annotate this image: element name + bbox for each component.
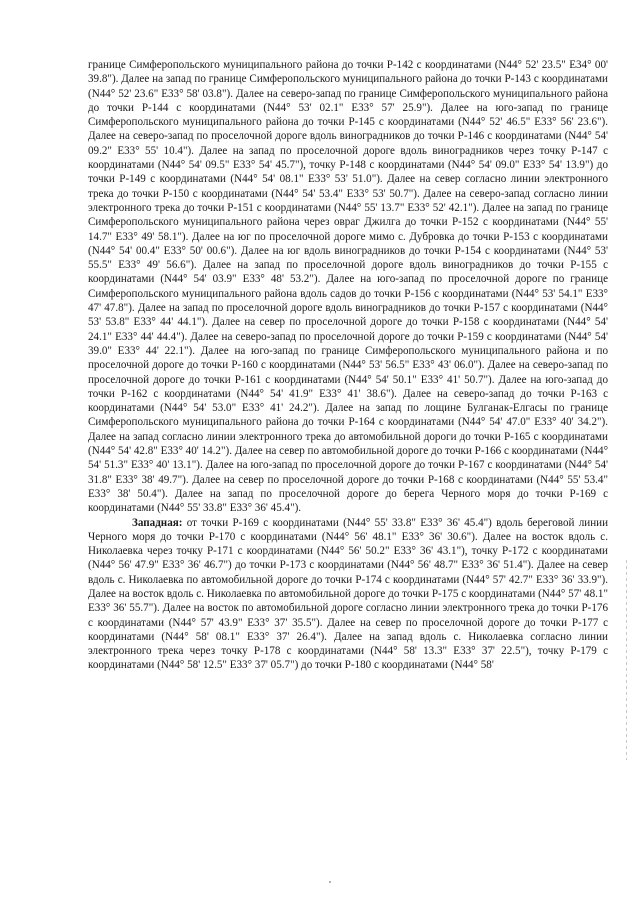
paragraph-east-boundary: границе Симферопольского муниципального района до точки Р-142 с координатами (N44° 52' 23.5" E34° 00' 39.8"). Далее на запад по границе Симферопольского муниципального района до точки Р-143 с координатами (N44° 52' 23.6" E33° 58' 03.8"). Далее на северо-запад по границе Симферопольского муниципального района до точки Р-144 с координатами (N44° 53' 02.1" E33° 57' 25.9"). Далее на юго-запад по границе Симферопольского муниципального района до точки Р-145 с координатами (N44° 52' 46.5" E33° 56' 23.6"). Далее на северо-запад по проселочной дороге вдоль виноградников до точки Р-146 с координатами (N44° 54' 09.2" E33° 55' 10.4"). Далее на запад по проселочной дороге вдоль виноградников через точку Р-147 с координатами (N44° 54' 09.5" E33° 54' 45.7"), точку Р-148 с координатами (N44° 54' 09.0" E33° 54' 13.9") до точки Р-149 с координатами (N44° 54' 08.1" E33° 53' 51.0"). Далее на север согласно линии электронного трека до точки Р-150 с координатами (N44° 54' 53.4" E33° 53' 50.7"). Далее на северо-запад согласно линии электронного трека до точки Р-151 с координатами (N44° 55' 13.7" E33° 52' 42.1"). Далее на запад по границе Симферопольского муниципального района через овраг Джилга до точки Р-152 с координатами (N44° 55' 14.7" E33° 49' 58.1"). Далее на юг по проселочной дороге мимо с. Дубровка до точки Р-153 с координатами (N44° 54' 00.4" E33° 50' 00.6"). Далее на юг вдоль виноградников до точки Р-154 с координатами (N44° 53' 55.5" E33° 49' 56.6"). Далее на запад по проселочной дороге вдоль виноградников до точки Р-155 с координатами (N44° 54' 03.9" E33° 48' 53.2"). Далее на юго-запад по проселочной дороге по границе Симферопольского муниципального района вдоль садов до точки Р-156 с координатами (N44° 53' 54.1" E33° 47' 47.8"). Далее на запад по проселочной дороге вдоль виноградников до точки Р-157 с координатами (N44° 53' 53.8" E33° 44' 44.1"). Далее на север по проселочной дороге до точки Р-158 с координатами (N44° 54' 24.1" E33° 44' 44.4"). Далее на северо-запад по проселочной дороге до точки Р-159 с координатами (N44° 54' 39.0" E33° 44' 22.1"). Далее на юго-запад по границе Симферопольского муниципального района и по проселочной дороге до точки Р-160 с координатами (N44° 53' 56.5" E33° 43' 06.0"). Далее на северо-запад по проселочной дороге до точки Р-161 с координатами (N44° 54' 50.1" E33° 41' 50.7"). Далее на юго-запад до точки Р-162 с координатами (N44° 54' 41.9" E33° 41' 38.6"). Далее на северо-запад до точки Р-163 с координатами (N44° 54' 53.0" E33° 41' 24.2"). Далее на запад по лощине Булганак-Елгасы по границе Симферопольского муниципального района до точки Р-164 с координатами (N44° 54' 47.0" E33° 40' 34.2"). Далее на запад согласно линии электронного трека до автомобильной дороги до точки Р-165 с координатами (N44° 54' 42.8" E33° 40' 14.2"). Далее на север по автомобильной дороге до точки Р-166 с координатами (N44° 54' 51.3" E33° 40' 13.1"). Далее на юго-запад по проселочной дороге до точки Р-167 с координатами (N44° 54' 31.8" E33° 38' 49.7"). Далее на север по проселочной дороге до точки Р-168 с координатами (N44° 55' 53.4" E33° 38' 50.4"). Далее на запад по проселочной дороге до берега Черного моря до точки Р-169 с координатами (N44° 55' 33.8" E33° 36' 45.4").: [88, 59, 608, 515]
scan-dot: [329, 881, 331, 883]
paragraph-west-boundary: [88, 516, 608, 673]
paragraph-west-text: от точки Р-169 с координатами (N44° 55' 33.8" E33° 36' 45.4") вдоль береговой линии Черного моря до точки Р-170 с координатами (N44° 56' 48.1" E33° 36' 30.6"). Далее на восток вдоль с. Николаевка через точку Р-171 с координатами (N44° 56' 50.2" E33° 36' 43.1"), точку Р-172 с координатами (N44° 56' 47.9" E33° 36' 46.7") до точки Р-173 с координатами (N44° 56' 48.7" E33° 36' 51.4"). Далее на север вдоль с. Николаевка по автомобильной дороге до точки Р-174 с координатами (N44° 57' 42.7" E33° 36' 33.9"). Далее на восток вдоль с. Николаевка по автомобильной дороге до точки Р-175 с координатами (N44° 57' 48.1" E33° 36' 55.7"). Далее на восток по автомобильной дороге согласно линии электронного трека до точки Р-176 с координатами (N44° 57' 43.9" E33° 37' 35.5"). Далее на север по проселочной дороге до точки Р-177 с координатами (N44° 58' 08.1" E33° 37' 26.4"). Далее на запад вдоль с. Николаевка согласно линии электронного трека через точку Р-178 с координатами (N44° 58' 13.3" E33° 37' 22.5"), точку Р-179 с координатами (N44° 58' 12.5" E33° 37' 05.7") до точки Р-180 с координатами (N44° 58': [88, 516, 608, 672]
document-body: [88, 58, 608, 673]
section-heading-west: Западная:: [132, 516, 183, 529]
margin-scan-mark: [626, 560, 627, 760]
